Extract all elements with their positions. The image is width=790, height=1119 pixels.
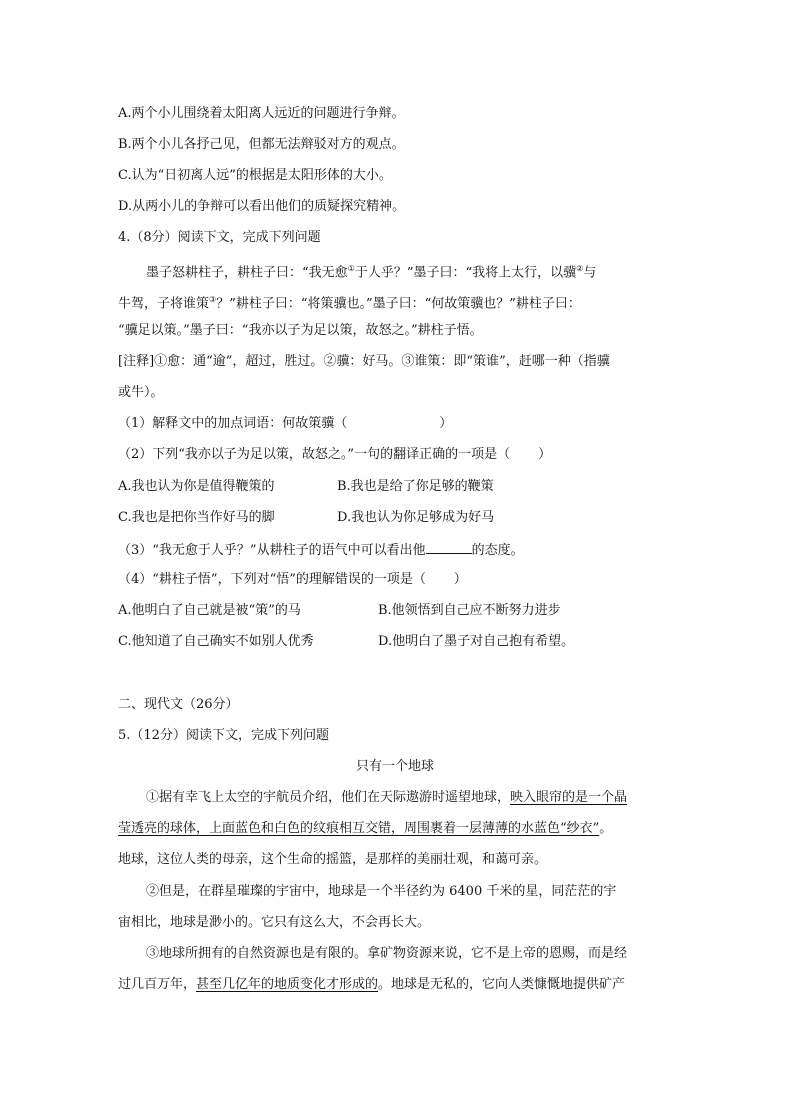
p1-line-3: 地球，这位人类的母亲，这个生命的摇篮，是那样的美丽壮观，和蔼可亲。 — [118, 852, 548, 867]
sub3-text: （3）“我无愈于人乎？”从耕柱子的语气中可以看出他 — [118, 543, 426, 558]
q4-sub2-options-row-1 — [118, 477, 494, 497]
q4-sub4-options-row-2 — [118, 632, 574, 652]
q4-sub2-option-b: B.我也是给了你足够的鞭策 — [337, 479, 494, 494]
paren-close: ） — [538, 447, 552, 462]
p3-text: 。地球是无私的，它向人类慷慨地提供矿产 — [378, 977, 626, 992]
q4-sub2-option-a: A.我也认为你是值得鞭策的 — [118, 479, 275, 494]
q4-sub3 — [118, 539, 524, 561]
q5-header: 5.（12分）阅读下文，完成下列问题 — [118, 728, 329, 743]
q4-passage-line-1 — [146, 259, 596, 283]
p1-underlined: 映入眼帘的是一个晶 — [510, 790, 628, 805]
passage-text: 墨子怒耕柱子，耕柱子曰：“我无愈 — [146, 265, 348, 281]
q4-sub2 — [118, 445, 551, 465]
sub3-text-end: 的态度。 — [471, 543, 524, 558]
section-heading: 二、现代文（26分） — [118, 697, 239, 712]
paren-close: ） — [453, 572, 467, 587]
q3-option-b: B.两个小儿各抒己见，但都无法辩驳对方的观点。 — [118, 137, 405, 152]
p2-line-2: 宙相比，地球是渺小的。它只有这么大，不会再长大。 — [118, 915, 431, 930]
p3-line-2 — [118, 975, 625, 995]
q4-passage-line-2 — [118, 290, 581, 314]
q4-sub4-option-c: C.他知道了自己确实不如别人优秀 — [118, 634, 314, 649]
q4-sub4-option-a: A.他明白了自己就是被“策”的马 — [118, 603, 301, 618]
sub1-text: （1）解释文中的加点词语：何故策骥（ — [118, 416, 348, 431]
q4-header: 4.（8分）阅读下文，完成下列问题 — [118, 230, 321, 245]
q4-sub1 — [118, 414, 452, 434]
p3-line-1: ③地球所拥有的自然资源也是有限的。拿矿物资源来说，它不是上帝的恩赐，而是经 — [146, 946, 628, 961]
passage-text: 牛驾，子将谁策 — [118, 296, 210, 312]
q4-passage-line-3: “骥足以策。”墨子曰：“我亦以子为足以策，故怒之。”耕柱子悟。 — [118, 323, 483, 338]
q3-option-a: A.两个小儿围绕着太阳离人远近的问题进行争辩。 — [118, 106, 405, 121]
p1-underlined: 莹透亮的球体，上面蓝色和白色的纹痕相互交错，周围裹着一层薄薄的水蓝色“纱衣” — [118, 821, 600, 836]
note-mark-3: ③ — [209, 295, 217, 304]
paren-close: ） — [439, 416, 453, 431]
p3-text: 过几百万年， — [118, 977, 197, 992]
note-mark-1: ① — [347, 264, 355, 273]
q4-sub4 — [118, 570, 467, 590]
q4-sub2-option-d: D.我也认为你足够成为好马 — [337, 510, 495, 525]
fill-blank[interactable] — [426, 539, 472, 554]
q4-sub4-option-b: B.他领悟到自己应不断努力进步 — [378, 603, 561, 618]
passage-text: ？”耕柱子曰：“将策骥也。”墨子曰：“何故策骥也？”耕柱子曰： — [216, 296, 581, 312]
q3-option-c: C.认为“日初离人远”的根据是太阳形体的大小。 — [118, 168, 392, 183]
p3-underlined: 甚至几亿年的地质变化才形成的 — [196, 977, 379, 992]
q4-sub2-options-row-2 — [118, 508, 494, 528]
q3-option-d: D.从两小儿的争辩可以看出他们的质疑探究精神。 — [118, 199, 406, 214]
p1-text: ①据有幸飞上太空的宇航员介绍，他们在天际遨游时遥望地球， — [146, 790, 511, 805]
passage-text: 于人乎？”墨子曰：“我将上太行，以骥 — [354, 265, 577, 281]
p2-line-1: ②但是，在群星璀璨的宇宙中，地球是一个半径约为 6400 千米的星，同茫茫的宇 — [146, 884, 617, 899]
passage-title: 只有一个地球 — [355, 759, 434, 774]
note-mark-2: ② — [576, 264, 584, 273]
sub2-text: （2）下列“我亦以子为足以策，故怒之。”一句的翻译正确的一项是（ — [118, 447, 511, 462]
q4-sub2-option-c: C.我也是把你当作好马的脚 — [118, 510, 275, 525]
q4-note-line-1: [注释]①愈：通“逾”，超过，胜过。②骥：好马。③谁策：即“策谁”，赶哪一种（指骥 — [118, 354, 610, 369]
p1-line-2 — [118, 819, 612, 839]
p1-text: 。 — [599, 821, 613, 836]
p1-line-1 — [146, 788, 627, 808]
sub4-text: （4）“耕柱子悟”，下列对“悟”的理解错误的一项是（ — [118, 572, 426, 587]
passage-text: 与 — [583, 265, 597, 281]
q4-sub4-options-row-1 — [118, 601, 561, 621]
q4-note-line-2: 或牛）。 — [118, 385, 164, 400]
q4-sub4-option-d: D.他明白了墨子对自己抱有希望。 — [378, 634, 575, 649]
